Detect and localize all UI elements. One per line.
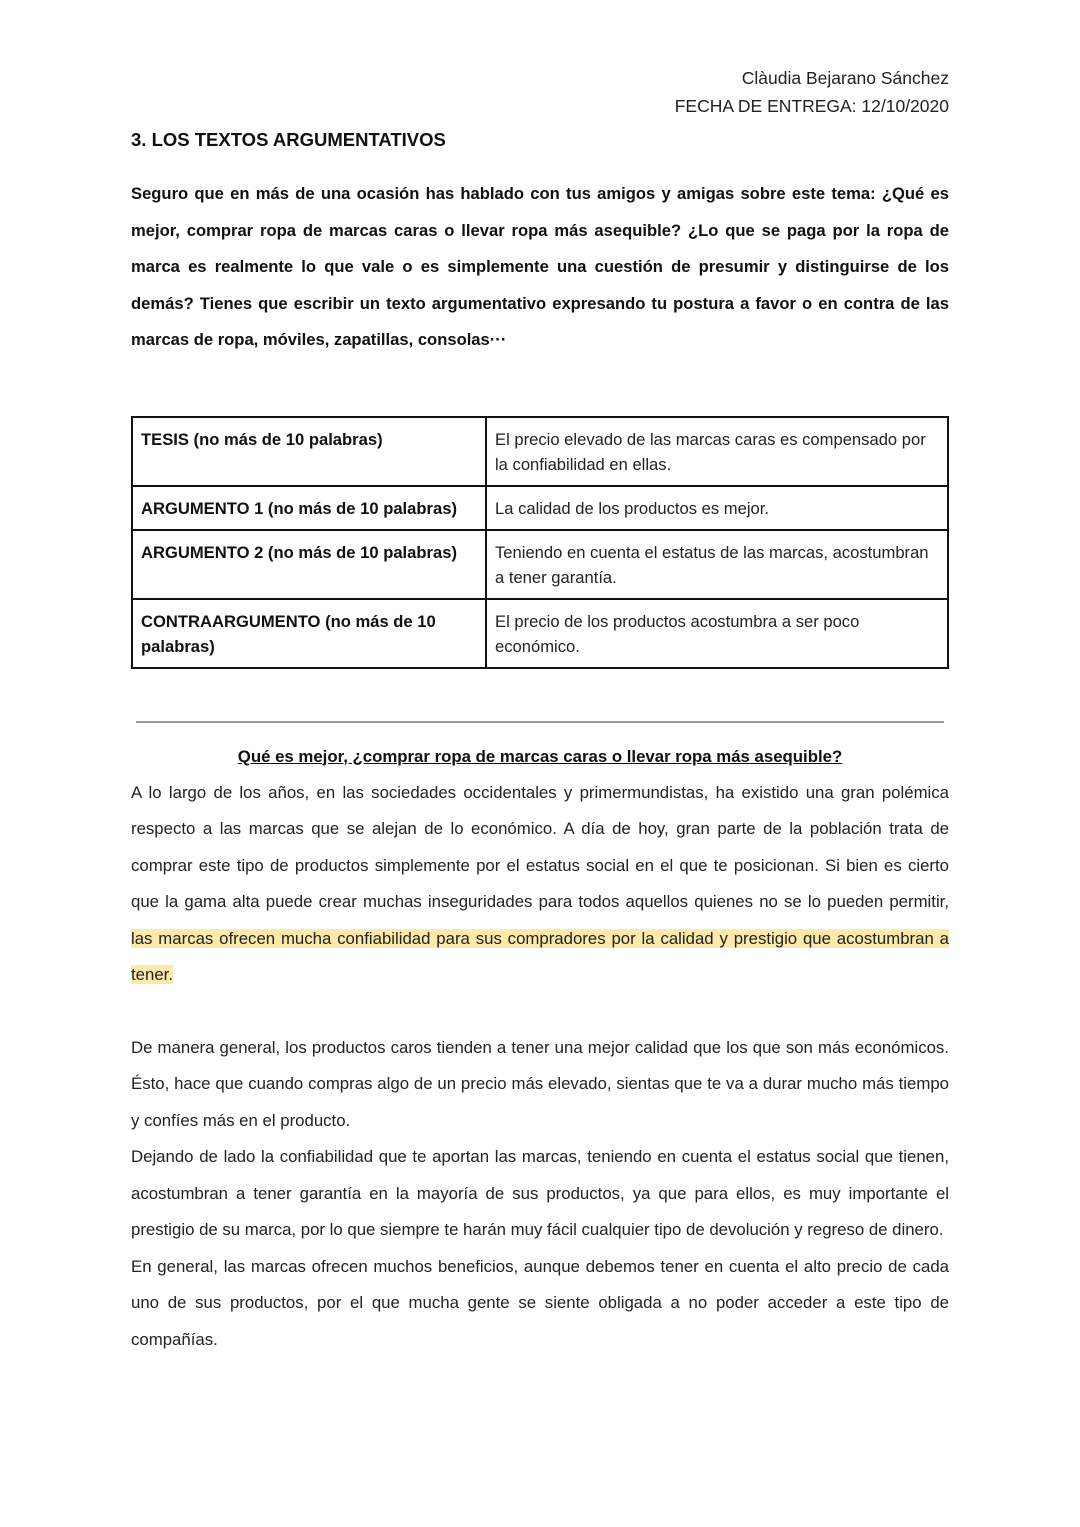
- highlighted-text: las marcas ofrecen mucha confiabilidad para sus compradores por la calidad y prestigio que acostumbran a tener.: [131, 928, 949, 984]
- table-row-argument-1: [132, 486, 948, 530]
- row-label: ARGUMENTO 1 (no más de 10 palabras): [132, 486, 486, 530]
- argument-table-container: [131, 416, 949, 669]
- table-row-thesis: [132, 417, 948, 486]
- row-value: El precio de los productos acostumbra a ser poco económico.: [486, 599, 948, 668]
- essay-paragraph-2: De manera general, los productos caros tienden a tener una mejor calidad que los que son más económicos. Ésto, hace que cuando compras algo de un precio más elevado, sientas que te va a durar mucho más tiempo y confíes más en el producto.: [131, 1037, 949, 1130]
- essay-paragraph-4: En general, las marcas ofrecen muchos beneficios, aunque debemos tener en cuenta el alto precio de cada uno de sus productos, por el que mucha gente se siente obligada a no poder acceder a este tipo de compañías.: [131, 1256, 949, 1349]
- author-name: Clàudia Bejarano Sánchez: [741, 68, 949, 88]
- horizontal-divider: [136, 721, 944, 723]
- row-value: El precio elevado de las marcas caras es compensado por la confiabilidad en ellas.: [486, 417, 948, 486]
- essay: [131, 745, 949, 1359]
- assignment-prompt: Seguro que en más de una ocasión has hablado con tus amigos y amigas sobre este tema: ¿Qué es mejor, comprar ropa de marcas caras o llevar ropa más asequible? ¿Lo que se paga por la ropa de marca es realmente lo que vale o es simplemente una cuestión de presumir y distinguirse de los demás? Tienes que escribir un texto argumentativo expresando tu postura a favor o en contra de las marcas de ropa, móviles, zapatillas, consolas···: [131, 184, 949, 349]
- row-value: Teniendo en cuenta el estatus de las marcas, acostumbran a tener garantía.: [486, 530, 948, 599]
- row-label: CONTRAARGUMENTO (no más de 10 palabras): [132, 599, 486, 668]
- argument-table: [131, 416, 949, 669]
- paragraph-text: A lo largo de los años, en las sociedades occidentales y primermundistas, ha existido una gran polémica respecto a las marcas que se alejan de lo económico. A día de hoy, gran parte de la población trata de comprar este tipo de productos simplemente por el estatus social en el que te posicionan. Si bien es cierto que la gama alta puede crear muchas inseguridades para todos aquellos quienes no se lo pueden permitir,: [131, 782, 949, 911]
- essay-paragraph-3: Dejando de lado la confiabilidad que te aportan las marcas, teniendo en cuenta el estatus social que tienen, acostumbran a tener garantía en la mayoría de sus productos, ya que para ellos, es muy importante el prestigio de su marca, por lo que siempre te harán muy fácil cualquier tipo de devolución y regreso de dinero.: [131, 1147, 949, 1239]
- row-label: ARGUMENTO 2 (no más de 10 palabras): [132, 530, 486, 599]
- document-header: [131, 64, 949, 120]
- section-title: 3. LOS TEXTOS ARGUMENTATIVOS: [131, 129, 446, 150]
- due-date: FECHA DE ENTREGA: 12/10/2020: [674, 96, 949, 116]
- row-label: TESIS (no más de 10 palabras): [132, 417, 486, 486]
- table-row-argument-2: [132, 530, 948, 599]
- essay-paragraph-1: [131, 775, 949, 994]
- row-value: La calidad de los productos es mejor.: [486, 486, 948, 530]
- table-row-counterargument: [132, 599, 948, 668]
- essay-title: Qué es mejor, ¿comprar ropa de marcas caras o llevar ropa más asequible?: [237, 746, 843, 766]
- document-page: [131, 64, 949, 1358]
